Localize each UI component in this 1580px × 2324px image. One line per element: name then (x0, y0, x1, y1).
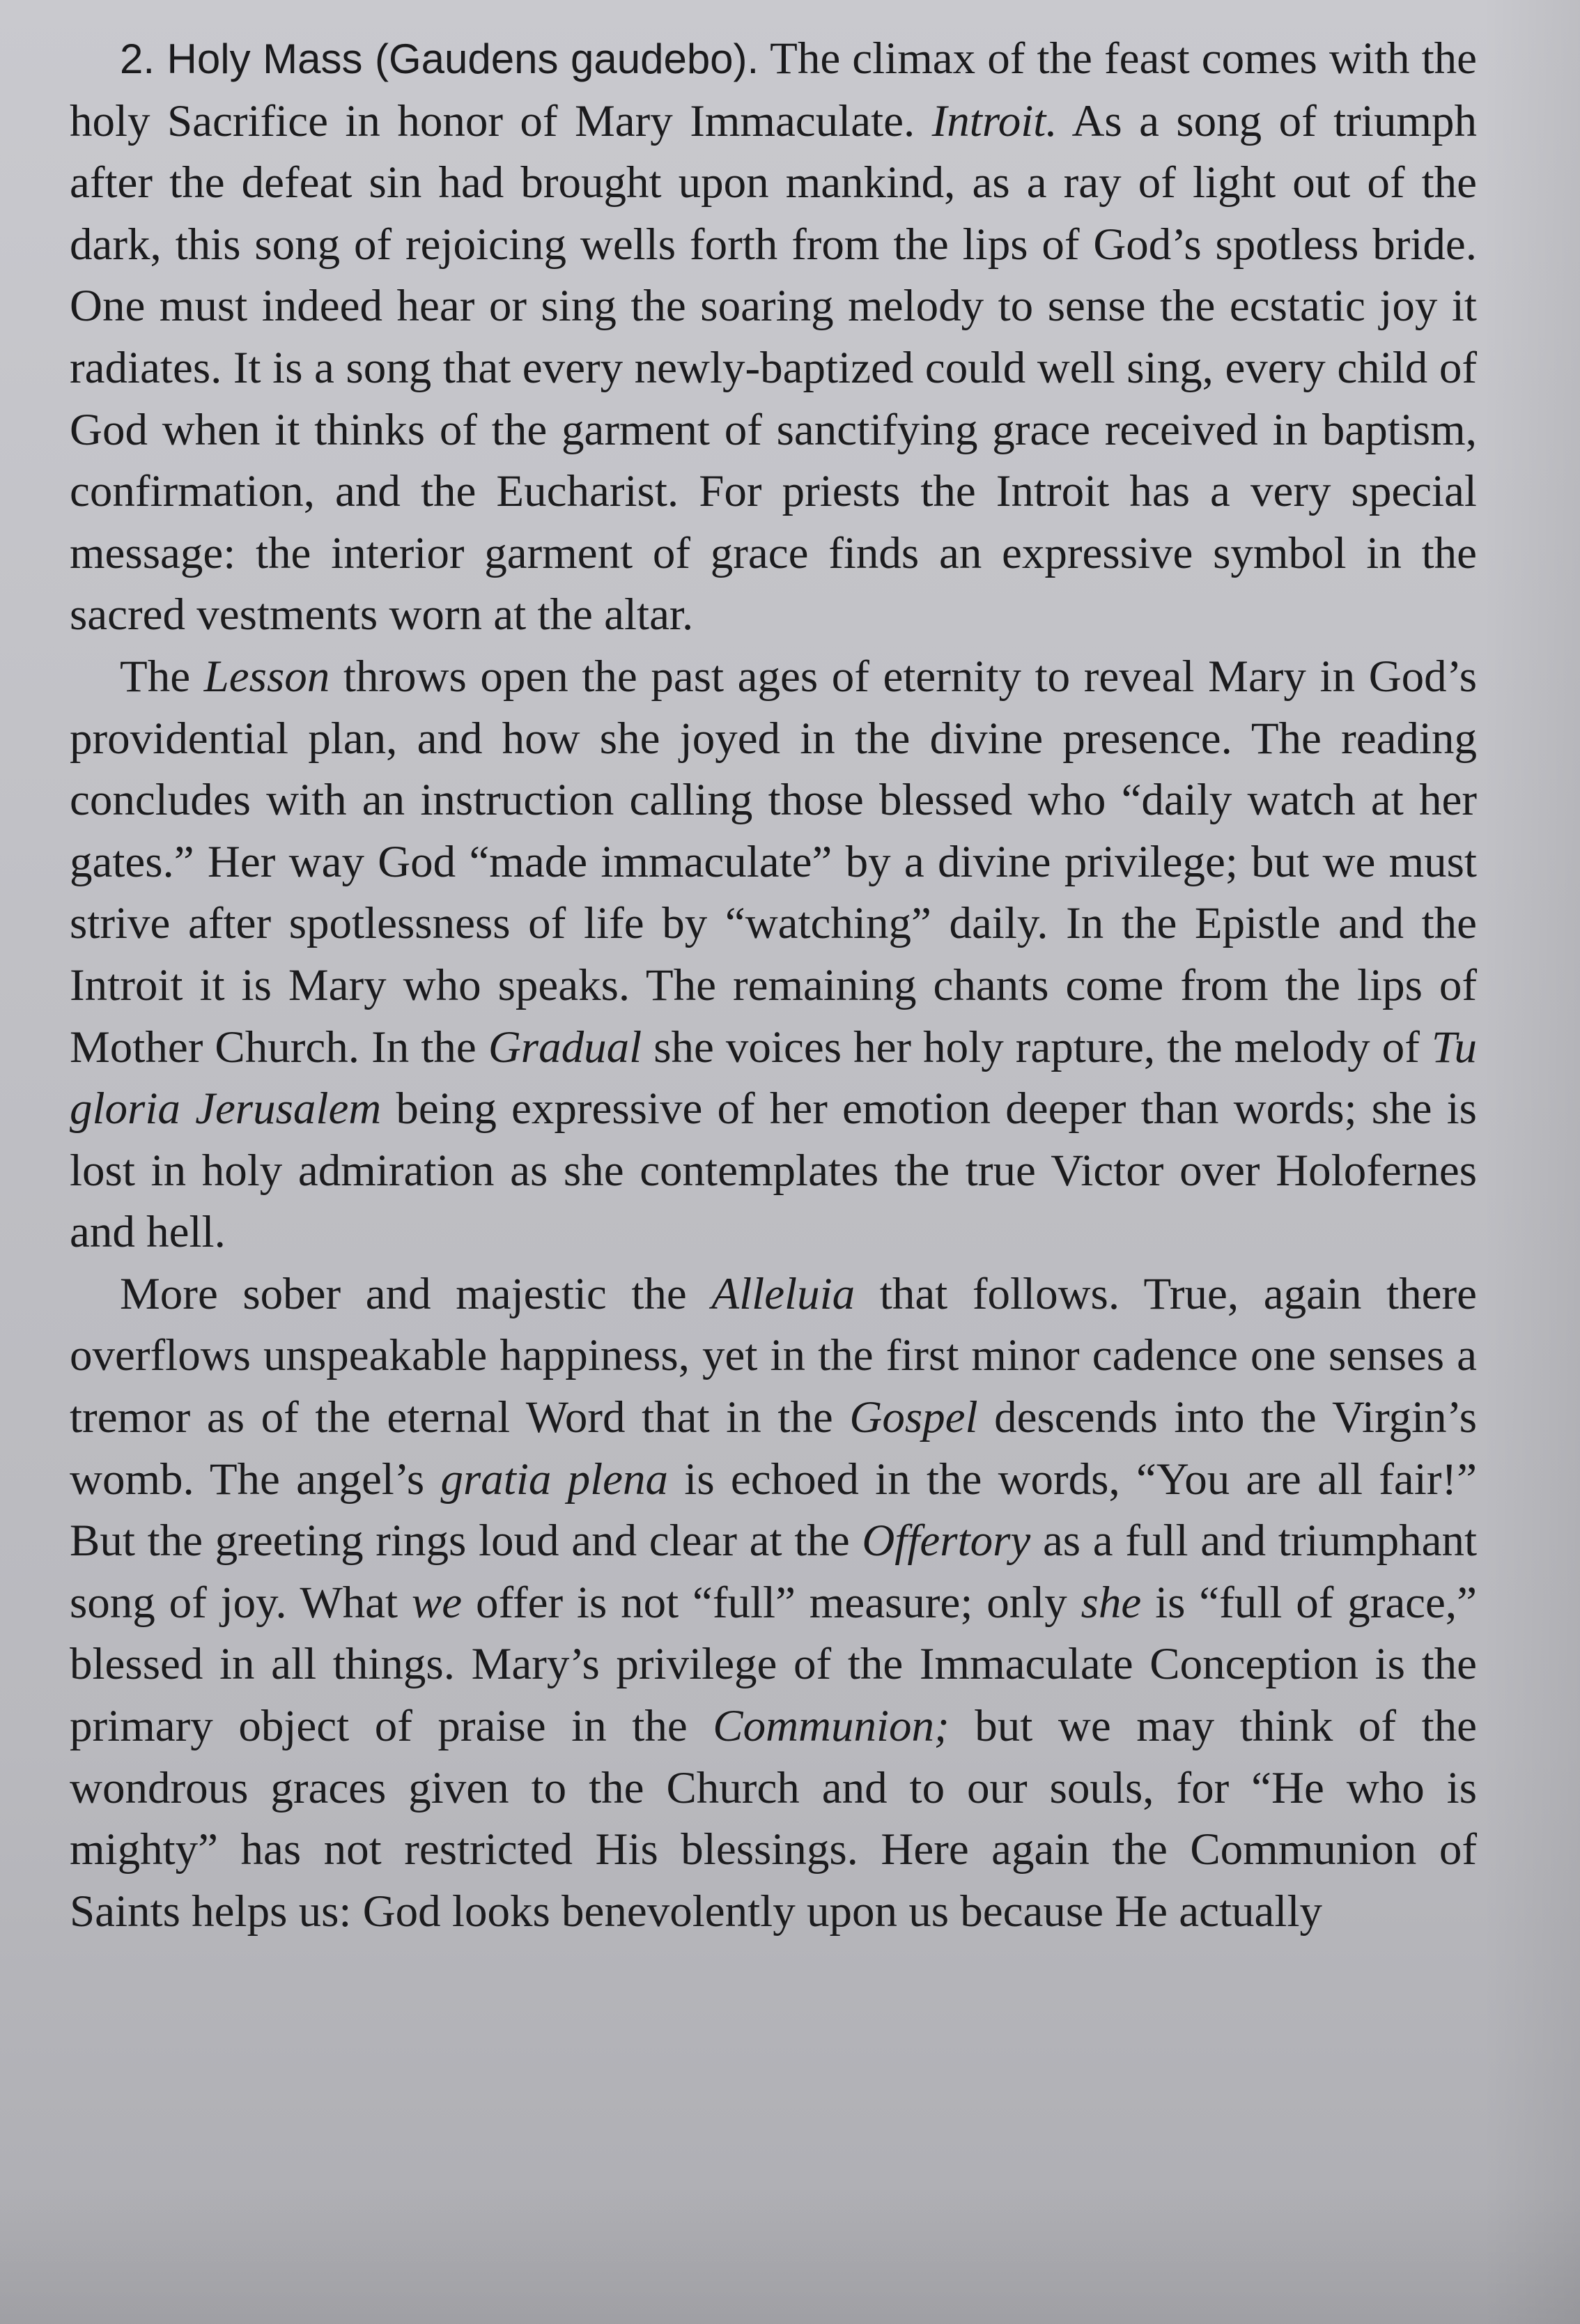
text-run: is “full of grace,” blessed in all things. Mary’s privilege of the Immaculate Conception is the primary object of praise in the (70, 1577, 1477, 1752)
paragraph (70, 28, 1477, 646)
italic-term: Introit. (931, 95, 1058, 146)
italic-term: Tu gloria Jerusalem (70, 1022, 1477, 1134)
paragraph (70, 1263, 1477, 1943)
paragraph (70, 646, 1477, 1263)
text-run: As a song of triumph after the defeat sin had brought upon mankind, as a ray of light out of the dark, this song of rejoicing wells forth from the lips of God’s spotless bride. One must indeed hear or sing the soaring melody to sense the ecstatic joy it radiates. It is a song that every newly-baptized could well sing, every child of God when it thinks of the garment of sanctifying grace received in baptism, confirmation, and the Eucharist. For priests the Introit has a very special message: the interior garment of grace finds an expressive symbol in the sacred vestments worn at the altar. (70, 95, 1477, 640)
text-run: throws open the past ages of eternity to reveal Mary in God’s providential plan, and how she joyed in the divine presence. The reading concludes with an instruction calling those blessed who “daily watch at her gates.” Her way God “made immaculate” by a divine privilege; but we must strive after spotlessness of life by “watching” daily. In the Epistle and the Introit it is Mary who speaks. The remaining chants come from the lips of Mother Church. In the (70, 651, 1477, 1072)
text-run: descends into the Virgin’s womb. The angel’s (70, 1392, 1477, 1505)
text-run: as a full and triumphant song of joy. What (70, 1516, 1477, 1628)
text-run: The (120, 651, 204, 702)
text-run: that follows. True, again there overflows unspeakable happiness, yet in the first minor cadence one senses a tremor as of the eternal Word that in the (70, 1268, 1477, 1443)
page-shadow-right (1482, 0, 1580, 2324)
body-text (70, 28, 1477, 1942)
italic-term: Alleluia (711, 1268, 855, 1319)
text-run: More sober and majestic the (120, 1268, 712, 1319)
page-shadow-bottom (0, 2185, 1580, 2324)
text-run: she voices her holy rapture, the melody of (642, 1022, 1432, 1072)
text-run: The climax of the feast comes with the holy Sacrifice in honor of Mary Immaculate. (70, 33, 1477, 146)
text-run: being expressive of her emotion deeper than words; she is lost in holy admiration as she contemplates the true Victor over Holofernes and hell. (70, 1084, 1477, 1258)
italic-term: gratia plena (440, 1454, 669, 1505)
italic-term: Lesson (203, 651, 330, 702)
italic-term: Communion; (713, 1701, 950, 1752)
section-heading: 2. Holy Mass (Gaudens gaudebo). (120, 36, 759, 82)
text-run: offer is not “full” measure; only (462, 1577, 1081, 1628)
italic-term: Offertory (862, 1516, 1031, 1567)
italic-term: we (411, 1577, 463, 1628)
italic-term: Gradual (488, 1022, 642, 1072)
text-run: but we may think of the wondrous graces given to the Church and to our souls, for “He who is mighty” has not restricted His blessings. Here again the Communion of Saints helps us: God looks benevolently upon us because He actually (70, 1701, 1477, 1937)
text-run: is echoed in the words, “You are all fair!” But the greeting rings loud and clear at the (70, 1454, 1477, 1567)
italic-term: Gospel (849, 1392, 978, 1443)
italic-term: she (1081, 1577, 1142, 1628)
